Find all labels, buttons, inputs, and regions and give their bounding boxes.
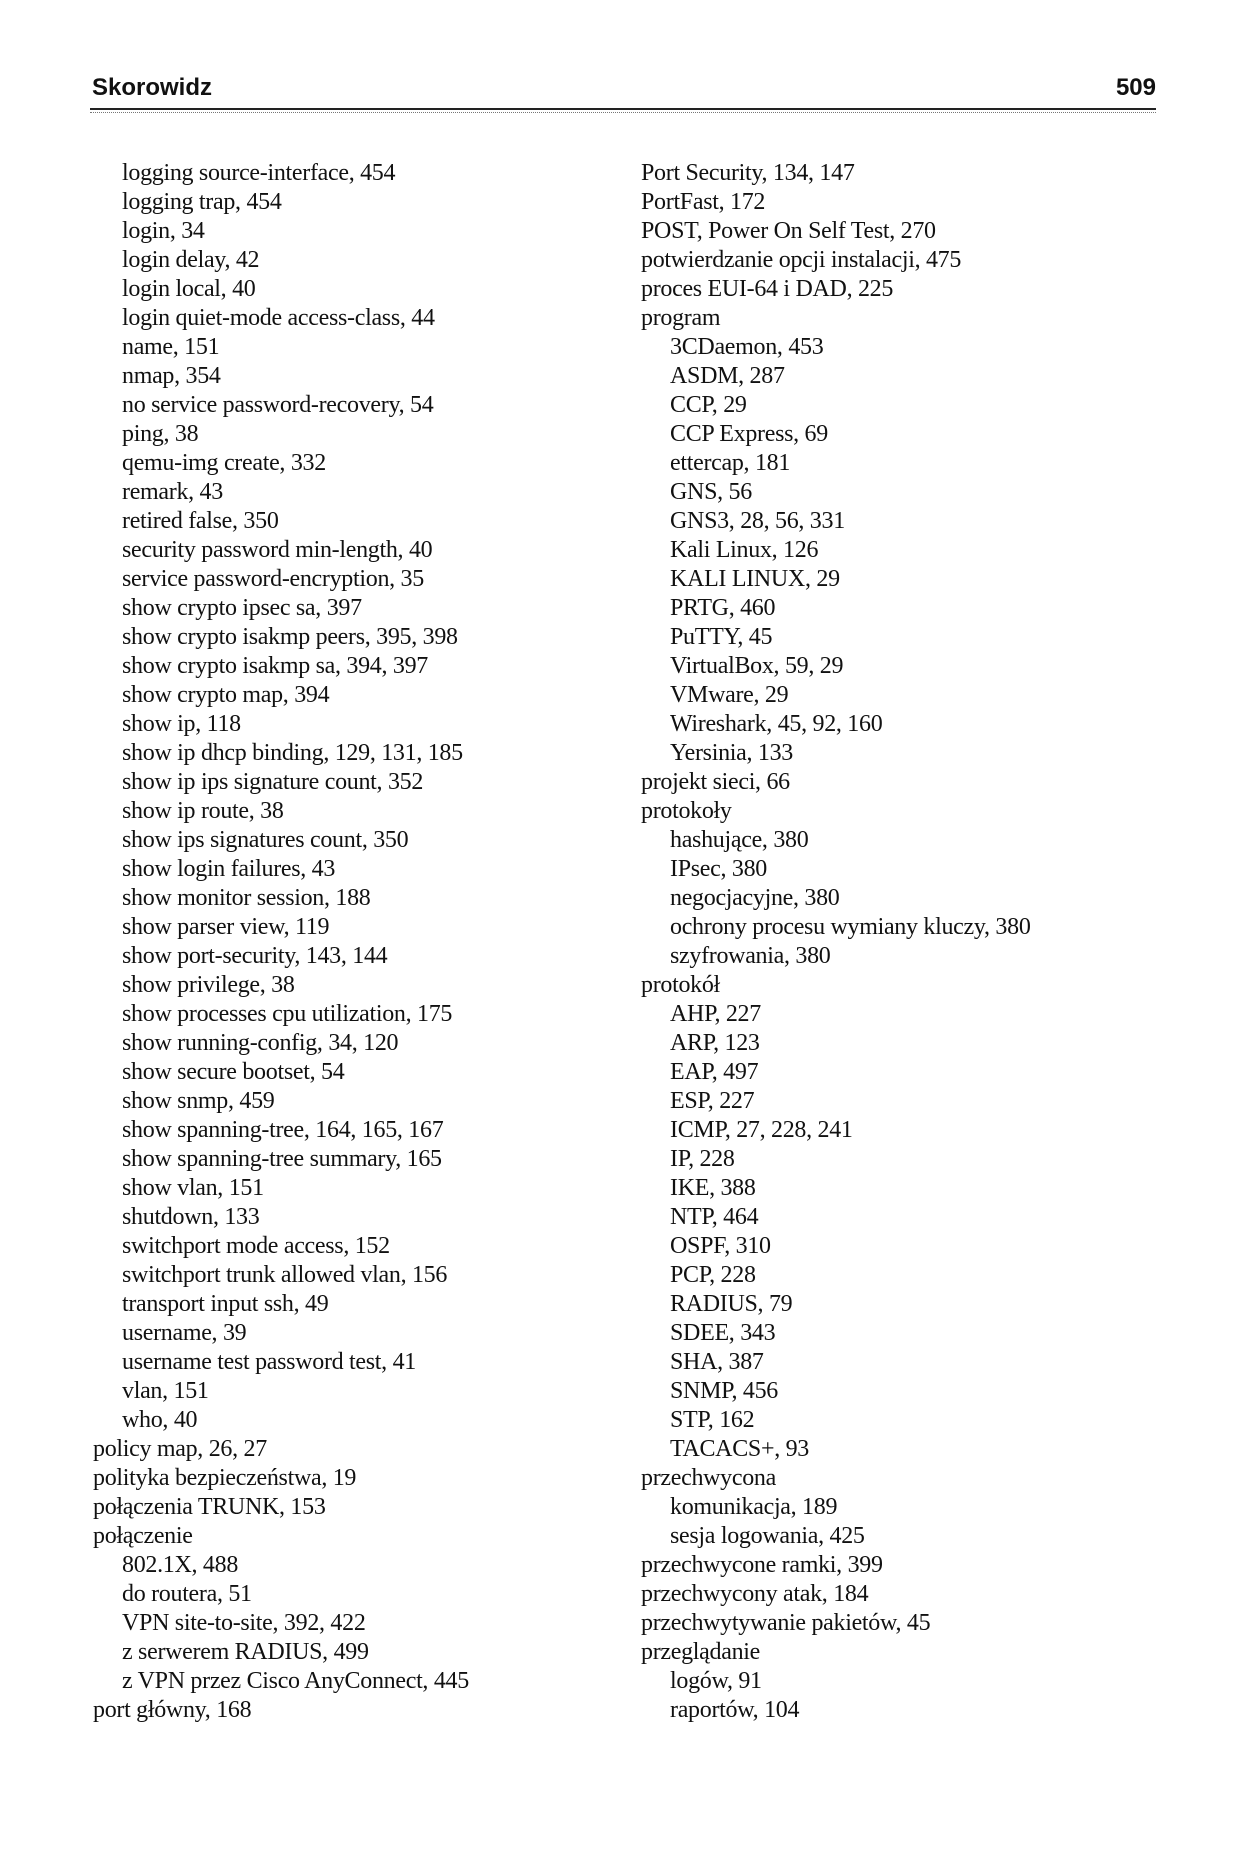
index-subentry: SDEE, 343 — [670, 1320, 776, 1346]
index-subentry: username test password test, 41 — [122, 1349, 416, 1375]
index-subentry: EAP, 497 — [670, 1059, 759, 1085]
index-subentry: qemu-img create, 332 — [122, 450, 326, 476]
index-subentry: show crypto map, 394 — [122, 682, 330, 708]
index-subentry: OSPF, 310 — [670, 1233, 771, 1259]
index-subentry: sesja logowania, 425 — [670, 1523, 865, 1549]
index-subentry: CCP, 29 — [670, 392, 747, 418]
index-entry: połączenia TRUNK, 153 — [93, 1494, 326, 1520]
index-entry: przeglądanie — [641, 1639, 760, 1665]
index-subentry: z serwerem RADIUS, 499 — [122, 1639, 369, 1665]
index-entry: projekt sieci, 66 — [641, 769, 790, 795]
index-entry: przechwycona — [641, 1465, 776, 1491]
index-subentry: PuTTY, 45 — [670, 624, 773, 650]
index-subentry: CCP Express, 69 — [670, 421, 828, 447]
index-subentry: show ip route, 38 — [122, 798, 284, 824]
index-subentry: who, 40 — [122, 1407, 198, 1433]
index-subentry: show crypto isakmp sa, 394, 397 — [122, 653, 429, 679]
index-subentry: hashujące, 380 — [670, 827, 809, 853]
index-subentry: PRTG, 460 — [670, 595, 776, 621]
index-subentry: ARP, 123 — [670, 1030, 760, 1056]
index-entry: proces EUI-64 i DAD, 225 — [641, 276, 894, 302]
index-subentry: retired false, 350 — [122, 508, 279, 534]
index-subentry: Wireshark, 45, 92, 160 — [670, 711, 883, 737]
index-column-left — [93, 159, 469, 1725]
index-subentry: VMware, 29 — [670, 682, 789, 708]
index-entry: POST, Power On Self Test, 270 — [641, 218, 936, 244]
index-subentry: ping, 38 — [122, 421, 199, 447]
index-subentry: negocjacyjne, 380 — [670, 885, 840, 911]
index-subentry: show crypto ipsec sa, 397 — [122, 595, 362, 621]
index-subentry: shutdown, 133 — [122, 1204, 260, 1230]
index-subentry: ASDM, 287 — [670, 363, 785, 389]
page-number: 509 — [1115, 74, 1156, 101]
index-subentry: show ip dhcp binding, 129, 131, 185 — [122, 740, 463, 766]
index-entry: polityka bezpieczeństwa, 19 — [93, 1465, 357, 1491]
index-subentry: VPN site-to-site, 392, 422 — [122, 1610, 366, 1636]
index-subentry: show processes cpu utilization, 175 — [122, 1001, 453, 1027]
index-subentry: show ip, 118 — [122, 711, 241, 737]
index-entry: protokoły — [641, 798, 732, 824]
header-rule — [90, 108, 1156, 110]
index-subentry: z VPN przez Cisco AnyConnect, 445 — [122, 1668, 469, 1694]
index-entry: przechwytywanie pakietów, 45 — [641, 1610, 931, 1636]
index-subentry: switchport trunk allowed vlan, 156 — [122, 1262, 448, 1288]
index-subentry: logging source-interface, 454 — [122, 160, 396, 186]
index-subentry: show crypto isakmp peers, 395, 398 — [122, 624, 458, 650]
index-entry: Port Security, 134, 147 — [641, 160, 855, 186]
index-subentry: 802.1X, 488 — [122, 1552, 239, 1578]
index-subentry: show spanning-tree, 164, 165, 167 — [122, 1117, 444, 1143]
index-subentry: show ip ips signature count, 352 — [122, 769, 424, 795]
index-subentry: raportów, 104 — [670, 1697, 800, 1723]
index-subentry: login quiet-mode access-class, 44 — [122, 305, 435, 331]
index-subentry: ettercap, 181 — [670, 450, 791, 476]
index-entry: przechwycone ramki, 399 — [641, 1552, 883, 1578]
index-subentry: username, 39 — [122, 1320, 247, 1346]
running-header — [90, 74, 1156, 104]
index-column-right — [641, 159, 1031, 1725]
index-subentry: remark, 43 — [122, 479, 223, 505]
index-subentry: show login failures, 43 — [122, 856, 336, 882]
index-subentry: vlan, 151 — [122, 1378, 209, 1404]
index-subentry: ESP, 227 — [670, 1088, 755, 1114]
index-subentry: GNS, 56 — [670, 479, 752, 505]
index-subentry: komunikacja, 189 — [670, 1494, 838, 1520]
index-subentry: nmap, 354 — [122, 363, 221, 389]
index-entry: przechwycony atak, 184 — [641, 1581, 869, 1607]
index-subentry: PCP, 228 — [670, 1262, 756, 1288]
index-subentry: ICMP, 27, 228, 241 — [670, 1117, 853, 1143]
index-subentry: show running-config, 34, 120 — [122, 1030, 399, 1056]
index-entry: PortFast, 172 — [641, 189, 766, 215]
index-entry: potwierdzanie opcji instalacji, 475 — [641, 247, 962, 273]
index-subentry: Kali Linux, 126 — [670, 537, 819, 563]
index-subentry: transport input ssh, 49 — [122, 1291, 329, 1317]
index-entry: połączenie — [93, 1523, 193, 1549]
index-entry: protokół — [641, 972, 720, 998]
index-subentry: KALI LINUX, 29 — [670, 566, 840, 592]
index-subentry: STP, 162 — [670, 1407, 755, 1433]
index-subentry: AHP, 227 — [670, 1001, 761, 1027]
index-subentry: logów, 91 — [670, 1668, 762, 1694]
index-subentry: logging trap, 454 — [122, 189, 282, 215]
index-subentry: TACACS+, 93 — [670, 1436, 810, 1462]
index-entry: program — [641, 305, 721, 331]
index-subentry: show parser view, 119 — [122, 914, 330, 940]
index-entry: port główny, 168 — [93, 1697, 252, 1723]
index-subentry: IPsec, 380 — [670, 856, 767, 882]
index-subentry: show vlan, 151 — [122, 1175, 264, 1201]
index-subentry: switchport mode access, 152 — [122, 1233, 390, 1259]
index-subentry: NTP, 464 — [670, 1204, 759, 1230]
index-subentry: service password-encryption, 35 — [122, 566, 424, 592]
index-subentry: IKE, 388 — [670, 1175, 756, 1201]
index-subentry: szyfrowania, 380 — [670, 943, 831, 969]
index-subentry: VirtualBox, 59, 29 — [670, 653, 844, 679]
index-subentry: show port-security, 143, 144 — [122, 943, 388, 969]
index-subentry: login delay, 42 — [122, 247, 260, 273]
index-subentry: RADIUS, 79 — [670, 1291, 793, 1317]
index-entry: policy map, 26, 27 — [93, 1436, 267, 1462]
section-title: Skorowidz — [92, 74, 213, 101]
index-subentry: IP, 228 — [670, 1146, 735, 1172]
index-subentry: SNMP, 456 — [670, 1378, 779, 1404]
index-subentry: login, 34 — [122, 218, 205, 244]
index-subentry: GNS3, 28, 56, 331 — [670, 508, 845, 534]
index-subentry: 3CDaemon, 453 — [670, 334, 824, 360]
index-subentry: show privilege, 38 — [122, 972, 295, 998]
index-subentry: show secure bootset, 54 — [122, 1059, 345, 1085]
index-subentry: security password min-length, 40 — [122, 537, 433, 563]
index-subentry: show snmp, 459 — [122, 1088, 275, 1114]
index-subentry: name, 151 — [122, 334, 220, 360]
index-subentry: SHA, 387 — [670, 1349, 764, 1375]
index-subentry: do routera, 51 — [122, 1581, 252, 1607]
index-subentry: login local, 40 — [122, 276, 256, 302]
index-subentry: no service password-recovery, 54 — [122, 392, 434, 418]
index-subentry: show ips signatures count, 350 — [122, 827, 409, 853]
index-subentry: show monitor session, 188 — [122, 885, 371, 911]
index-subentry: ochrony procesu wymiany kluczy, 380 — [670, 914, 1031, 940]
index-subentry: show spanning-tree summary, 165 — [122, 1146, 442, 1172]
index-subentry: Yersinia, 133 — [670, 740, 794, 766]
